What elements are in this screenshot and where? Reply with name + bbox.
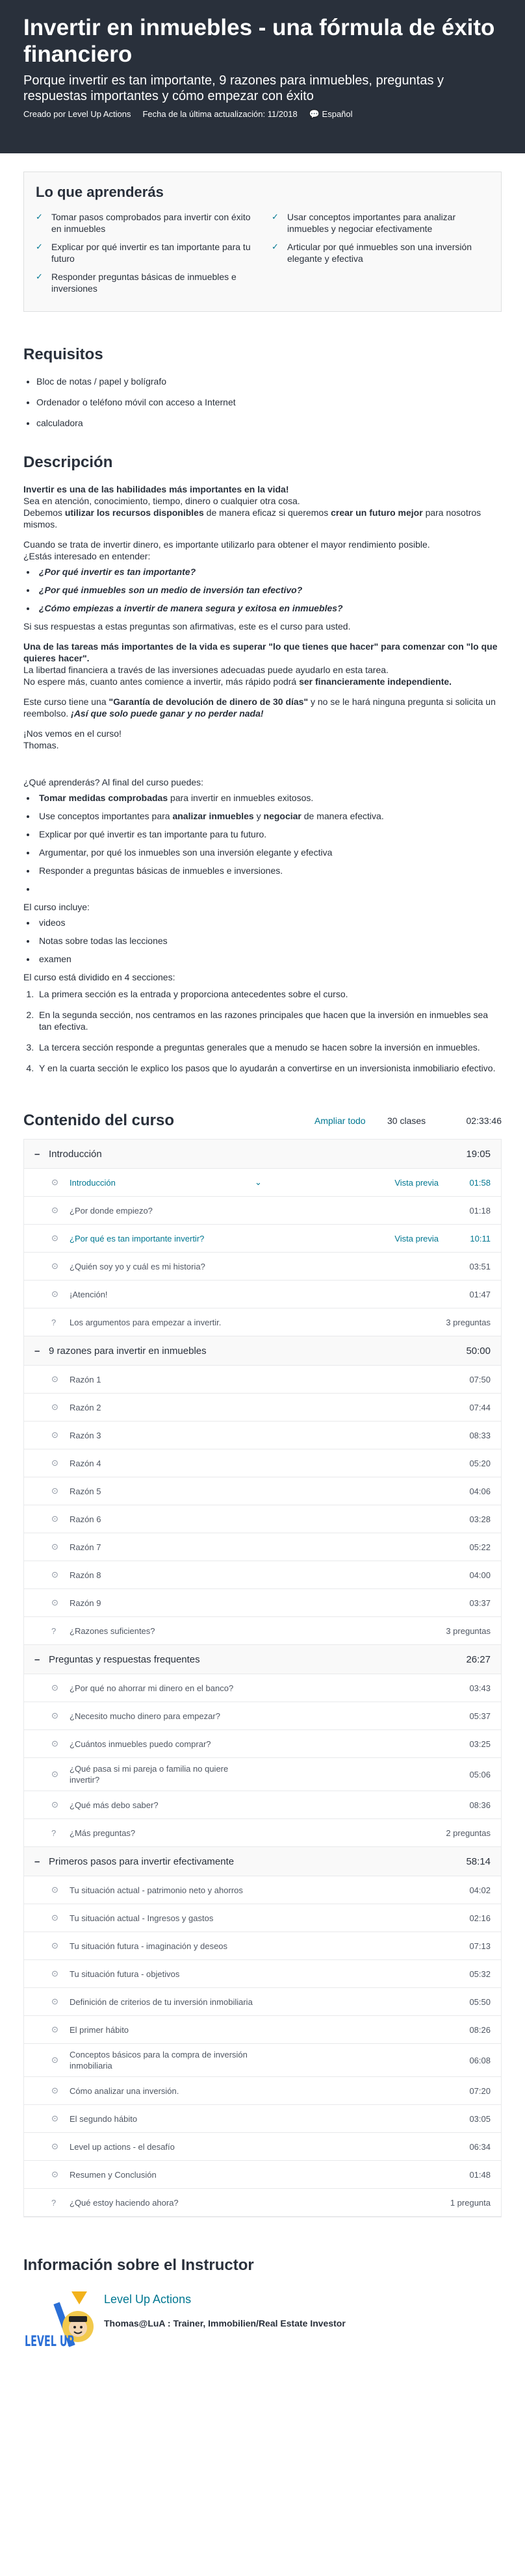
play-circle-icon: ⊙ — [51, 1739, 58, 1748]
desc-bullet: • Tomar medidas comprobadas para invertir en inmuebles exitosos. — [36, 792, 502, 804]
lecture-row — [24, 1960, 501, 1988]
lecture-title: Tu situación actual - Ingresos y gastos — [70, 1913, 214, 1923]
play-circle-icon: ⊙ — [51, 1598, 58, 1607]
desc-paragraph: Sea en atención, conocimiento, tiempo, dinero o cualquier otra cosa. — [23, 496, 300, 506]
lecture-row — [24, 1702, 501, 1730]
play-circle-icon: ⊙ — [51, 2024, 58, 2034]
play-circle-icon: ⊙ — [51, 1996, 58, 2006]
lecture-row — [24, 1449, 501, 1477]
lecture-row — [24, 2161, 501, 2189]
play-circle-icon: ⊙ — [51, 1233, 58, 1243]
created-by: Creado por Level Up Actions — [23, 109, 131, 119]
lecture-row — [24, 1477, 501, 1505]
collapse-toggle-icon: – — [34, 1855, 40, 1867]
lecture-title[interactable]: ¿Por qué es tan importante invertir? — [70, 1233, 205, 1243]
section-name: Preguntas y respuestas frequentes — [49, 1653, 200, 1665]
course-hero — [0, 0, 525, 153]
course-subtitle: Porque invertir es tan importante, 9 razones para inmuebles, preguntas y respuestas importantes y cómo empezar con éxito — [23, 73, 444, 103]
play-circle-icon: ⊙ — [51, 1570, 58, 1579]
lecture-row[interactable] — [24, 1169, 501, 1197]
quiz-row — [24, 2189, 501, 2217]
lecture-duration: 06:34 — [469, 2141, 491, 2152]
desc-paragraph: La libertad financiera a través de las inversiones adecuadas puede ayudarlo en esta tarea. — [23, 665, 389, 675]
lecture-row — [24, 2133, 501, 2161]
lecture-duration: 07:44 — [469, 1402, 491, 1412]
section-duration: 19:05 — [466, 1148, 491, 1160]
desc-bullet: • ¿Por qué inmuebles son un medio de inversión tan efectivo? — [36, 584, 502, 596]
lecture-title: ¿Cuántos inmuebles puedo comprar? — [70, 1739, 211, 1749]
lecture-duration: 01:48 — [469, 2169, 491, 2180]
lecture-title: Razón 4 — [70, 1458, 101, 1468]
play-circle-icon: ⊙ — [51, 1769, 58, 1779]
check-icon: ✓ — [36, 272, 43, 281]
lecture-row — [24, 1988, 501, 2016]
lecture-row — [24, 1505, 501, 1533]
quiz-row — [24, 1617, 501, 1645]
lecture-duration: 05:20 — [469, 1458, 491, 1468]
lecture-title: ¿Quién soy yo y cuál es mi historia? — [70, 1261, 205, 1271]
lecture-title: Tu situación actual - patrimonio neto y ahorros — [70, 1885, 243, 1895]
instructor-name[interactable]: Level Up Actions — [104, 2293, 192, 2306]
lecture-duration: 03:05 — [469, 2113, 491, 2124]
desc-bullet-empty — [36, 883, 502, 895]
curriculum-section-header[interactable] — [24, 1336, 501, 1366]
quiz-icon: ? — [51, 1317, 57, 1327]
desc-paragraph: Cuando se trata de invertir dinero, es importante utilizarlo para obtener el mayor rendimiento posible. — [23, 539, 430, 550]
curriculum-list — [23, 1139, 502, 2217]
lecture-title: ¿Por qué no ahorrar mi dinero en el banco? — [70, 1683, 234, 1693]
quiz-icon: ? — [51, 1626, 57, 1636]
lecture-title: ¿Qué pasa si mi pareja o familia no quiere invertir? — [70, 1764, 229, 1785]
desc-bullet: • Argumentar, por qué los inmuebles son una inversión elegante y efectiva — [36, 847, 502, 858]
lecture-duration: 04:06 — [469, 1486, 491, 1496]
requirements — [23, 346, 502, 429]
lecture-duration: 03:28 — [469, 1514, 491, 1524]
quiz-row — [24, 1819, 501, 1847]
play-circle-icon: ⊙ — [51, 1711, 58, 1720]
learn-item-text: Articular por qué inmuebles son una inversión elegante y efectiva — [287, 242, 472, 264]
lecture-duration: 07:50 — [469, 1374, 491, 1384]
learn-title: Lo que aprenderás — [36, 184, 164, 200]
lecture-duration: 08:36 — [469, 1800, 491, 1810]
lecture-title: ¿Qué estoy haciendo ahora? — [70, 2197, 179, 2208]
play-circle-icon: ⊙ — [51, 1514, 58, 1524]
learn-item-text: Responder preguntas básicas de inmuebles e inversiones — [51, 272, 237, 294]
lecture-duration: 05:06 — [469, 1769, 491, 1779]
lecture-title: Razón 3 — [70, 1430, 101, 1440]
preview-link[interactable]: Vista previa — [394, 1177, 439, 1188]
course-body — [0, 172, 525, 2368]
lecture-title: ¡Atención! — [70, 1289, 108, 1299]
lecture-row — [24, 1253, 501, 1281]
lecture-row — [24, 2077, 501, 2105]
desc-paragraph: Si sus respuestas a estas preguntas son afirmativas, este es el curso para usted. — [23, 621, 351, 631]
lecture-row — [24, 1533, 501, 1561]
lecture-row — [24, 2044, 501, 2077]
level-up-logo-icon — [23, 2290, 95, 2355]
expand-all-button[interactable]: Ampliar todo — [314, 1116, 366, 1126]
play-circle-icon: ⊙ — [51, 1683, 58, 1692]
preview-link[interactable]: Vista previa — [394, 1233, 439, 1243]
lecture-row — [24, 1394, 501, 1422]
lecture-title: ¿Razones suficientes? — [70, 1626, 155, 1636]
curriculum-section-header[interactable] — [24, 1140, 501, 1169]
learn-item-text: Explicar por qué invertir es tan importante para tu futuro — [51, 242, 251, 264]
curriculum-section-header[interactable] — [24, 1645, 501, 1674]
quiz-icon: ? — [51, 2197, 57, 2208]
desc-paragraph: Invertir es una de las habilidades más importantes en la vida! — [23, 484, 289, 494]
section-duration: 58:14 — [466, 1855, 491, 1867]
play-circle-icon: ⊙ — [51, 2085, 58, 2095]
lecture-duration: 10:11 — [470, 1233, 491, 1243]
lecture-title: ¿Qué más debo saber? — [70, 1800, 159, 1810]
lecture-title: Razón 6 — [70, 1514, 101, 1524]
lecture-row — [24, 1791, 501, 1819]
play-circle-icon: ⊙ — [51, 1458, 58, 1468]
lecture-duration: 07:20 — [469, 2085, 491, 2096]
lecture-duration: 04:02 — [469, 1885, 491, 1895]
quiz-icon: ? — [51, 1828, 57, 1838]
lecture-title: Razón 9 — [70, 1598, 101, 1608]
lecture-row — [24, 1876, 501, 1904]
lecture-title: Razón 1 — [70, 1374, 101, 1384]
lecture-duration: 3 preguntas — [446, 1317, 491, 1327]
requirements-title: Requisitos — [23, 346, 103, 363]
learn-item-text: Usar conceptos importantes para analizar inmuebles y negociar efectivamente — [287, 212, 456, 234]
section-name: Introducción — [49, 1148, 102, 1160]
play-circle-icon: ⊙ — [51, 1261, 58, 1271]
desc-numbered-item: 2. En la segunda sección, nos centramos en las razones principales que hacen que la inversión en inmuebles sea tan efectiva. — [36, 1009, 502, 1032]
lecture-row — [24, 2016, 501, 2044]
lecture-row — [24, 1197, 501, 1225]
lecture-title: ¿Necesito mucho dinero para empezar? — [70, 1711, 220, 1721]
description — [23, 453, 502, 1074]
lecture-title: Conceptos básicos para la compra de inversión inmobiliaria — [70, 2050, 248, 2071]
lecture-title: Razón 7 — [70, 1542, 101, 1552]
description-title: Descripción — [23, 453, 113, 471]
play-circle-icon: ⊙ — [51, 1486, 58, 1496]
check-icon: ✓ — [36, 212, 43, 222]
lecture-row — [24, 1674, 501, 1702]
learn-item — [272, 211, 489, 235]
desc-paragraph: Este curso tiene una "Garantía de devolución de dinero de 30 días" y no se le hará ninguna pregunta si solicita un reembolso. ¡Así que solo puede ganar y no perder nada! — [23, 696, 496, 719]
language-label: Español — [322, 109, 353, 119]
lecture-duration: 02:16 — [469, 1913, 491, 1923]
speech-bubble-icon: 💬 — [309, 109, 320, 119]
lecture-title: El primer hábito — [70, 2024, 129, 2035]
learn-item — [36, 271, 253, 294]
lecture-duration: 07:13 — [469, 1941, 491, 1951]
course-meta — [23, 109, 502, 120]
lecture-row — [24, 1589, 501, 1617]
lecture-duration: 01:58 — [469, 1177, 491, 1188]
what-you-learn — [23, 172, 502, 312]
desc-paragraph: Thomas. — [23, 740, 59, 750]
desc-bullet: • ¿Por qué invertir es tan importante? — [36, 566, 502, 578]
lecture-title: Definición de criterios de tu inversión inmobiliaria — [70, 1996, 253, 2007]
check-icon: ✓ — [272, 212, 279, 222]
play-circle-icon: ⊙ — [51, 2055, 58, 2065]
section-name: Primeros pasos para invertir efectivamente — [49, 1855, 235, 1867]
desc-numbered-item: 4. Y en la cuarta sección le explico los pasos que lo ayudarán a convertirse en un inversionista inmobiliario efectivo. — [36, 1062, 502, 1074]
collapse-toggle-icon: – — [34, 1653, 40, 1665]
desc-paragraph: Una de las tareas más importantes de la vida es superar "lo que tienes que hacer" para comenzar con "lo que quieres hacer". — [23, 641, 498, 663]
desc-bullet: • Explicar por qué invertir es tan importante para tu futuro. — [36, 828, 502, 840]
lecture-title: ¿Por donde empiezo? — [70, 1205, 153, 1216]
lecture-row — [24, 1730, 501, 1758]
lecture-title: Resumen y Conclusión — [70, 2169, 157, 2180]
collapse-toggle-icon: – — [34, 1148, 40, 1160]
learn-item — [36, 211, 253, 235]
play-circle-icon: ⊙ — [51, 2169, 58, 2179]
curriculum-section-header[interactable] — [24, 1847, 501, 1876]
lecture-duration: 05:50 — [469, 1996, 491, 2007]
desc-paragraph: ¡Nos vemos en el curso! — [23, 728, 122, 739]
play-circle-icon: ⊙ — [51, 1402, 58, 1412]
play-circle-icon: ⊙ — [51, 2141, 58, 2151]
lecture-row — [24, 1561, 501, 1589]
total-duration: 02:33:46 — [466, 1116, 502, 1126]
play-circle-icon: ⊙ — [51, 1430, 58, 1440]
play-circle-icon: ⊙ — [51, 1205, 58, 1215]
lecture-duration: 05:37 — [469, 1711, 491, 1721]
lecture-duration: 08:33 — [469, 1430, 491, 1440]
instructor-title: Información sobre el Instructor — [23, 2256, 254, 2274]
lecture-title: Razón 8 — [70, 1570, 101, 1580]
desc-bullet: • Use conceptos importantes para analizar inmuebles y negociar de manera efectiva. — [36, 810, 502, 822]
language — [309, 109, 353, 120]
desc-bullet: • ¿Cómo empiezas a invertir de manera segura y exitosa en inmuebles? — [36, 602, 502, 614]
chevron-down-icon[interactable]: ⌄ — [255, 1177, 262, 1187]
instructor-avatar[interactable] — [23, 2290, 104, 2355]
instructor-section — [23, 2256, 502, 2368]
lecture-title: Razón 5 — [70, 1486, 101, 1496]
check-icon: ✓ — [272, 242, 279, 251]
desc-numbered-item: 3. La tercera sección responde a preguntas generales que a menudo se hacen sobre la inversión en inmuebles. — [36, 1041, 502, 1053]
desc-paragraph: No espere más, cuanto antes comience a invertir, más rápido podrá ser financieramente independiente. — [23, 676, 452, 687]
desc-paragraph: ¿Estás interesado en entender: — [23, 551, 151, 561]
play-circle-icon: ⊙ — [51, 1913, 58, 1922]
content-title: Contenido del curso — [23, 1112, 175, 1129]
lecture-title: El segundo hábito — [70, 2113, 138, 2124]
quiz-row — [24, 1308, 501, 1336]
lecture-duration: 01:47 — [469, 1289, 491, 1299]
play-circle-icon: ⊙ — [51, 1800, 58, 1809]
lecture-duration: 2 preguntas — [446, 1828, 491, 1838]
learn-item-text: Tomar pasos comprobados para invertir con éxito en inmuebles — [51, 212, 251, 234]
collapse-toggle-icon: – — [34, 1345, 40, 1357]
lecture-row — [24, 2105, 501, 2133]
lecture-duration: 01:18 — [469, 1205, 491, 1216]
requirement-item: • calculadora — [36, 417, 502, 429]
lecture-duration: 03:51 — [469, 1261, 491, 1271]
lecture-duration: 08:26 — [469, 2024, 491, 2035]
play-circle-icon: ⊙ — [51, 1542, 58, 1551]
section-name: 9 razones para invertir en inmuebles — [49, 1345, 207, 1357]
desc-paragraph: El curso incluye: — [23, 902, 90, 912]
play-circle-icon: ⊙ — [51, 1969, 58, 1978]
lecture-duration: 05:22 — [469, 1542, 491, 1552]
lecture-row — [24, 1904, 501, 1932]
learn-item — [272, 241, 489, 264]
lecture-row — [24, 1758, 501, 1791]
lecture-title: Tu situación futura - objetivos — [70, 1969, 180, 1979]
play-circle-icon: ⊙ — [51, 1374, 58, 1384]
learn-item — [36, 241, 253, 264]
play-circle-icon: ⊙ — [51, 1941, 58, 1950]
lecture-duration: 03:37 — [469, 1598, 491, 1608]
desc-bullet: • videos — [36, 917, 502, 928]
section-duration: 26:27 — [466, 1653, 491, 1665]
lecture-duration: 05:32 — [469, 1969, 491, 1979]
requirement-item: • Bloc de notas / papel y bolígrafo — [36, 376, 502, 387]
lecture-title: Cómo analizar una inversión. — [70, 2085, 179, 2096]
lecture-duration: 3 preguntas — [446, 1626, 491, 1636]
lecture-duration: 03:43 — [469, 1683, 491, 1693]
lecture-duration: 04:00 — [469, 1570, 491, 1580]
lecture-title: Level up actions - el desafío — [70, 2141, 175, 2152]
lecture-title: ¿Más preguntas? — [70, 1828, 136, 1838]
play-circle-icon: ⊙ — [51, 1177, 58, 1187]
lecture-row — [24, 1422, 501, 1449]
lecture-row — [24, 1932, 501, 1960]
logo-text: LEVEL UP — [25, 2334, 74, 2350]
lecture-duration: 06:08 — [469, 2055, 491, 2065]
lecture-title: Los argumentos para empezar a invertir. — [70, 1317, 222, 1327]
desc-paragraph: El curso está dividido en 4 secciones: — [23, 972, 175, 982]
course-title: Invertir en inmuebles - una fórmula de éxito financiero — [23, 15, 495, 67]
instructor-headline: Thomas@LuA : Trainer, Immobilien/Real Estate Investor — [104, 2318, 346, 2328]
desc-bullet: • Notas sobre todas las lecciones — [36, 935, 502, 947]
lecture-duration: 1 pregunta — [450, 2197, 491, 2208]
lecture-title: Razón 2 — [70, 1402, 101, 1412]
lecture-title[interactable]: Introducción — [70, 1177, 116, 1188]
desc-bullet: • examen — [36, 953, 502, 965]
lecture-duration: 03:25 — [469, 1739, 491, 1749]
check-icon: ✓ — [36, 242, 43, 251]
lecture-title: Tu situación futura - imaginación y deseos — [70, 1941, 228, 1951]
play-circle-icon: ⊙ — [51, 2113, 58, 2123]
lecture-row — [24, 1281, 501, 1308]
desc-paragraph: Debemos utilizar los recursos disponibles de manera eficaz si queremos crear un futuro mejor para nosotros mismos. — [23, 507, 481, 529]
course-content — [23, 1112, 502, 2217]
lecture-count: 30 clases — [387, 1116, 426, 1126]
desc-bullet: • Responder a preguntas básicas de inmuebles e inversiones. — [36, 865, 502, 876]
lecture-row[interactable] — [24, 1225, 501, 1253]
desc-paragraph: ¿Qué aprenderás? Al final del curso puedes: — [23, 777, 204, 787]
last-updated: Fecha de la última actualización: 11/2018 — [142, 109, 298, 119]
play-circle-icon: ⊙ — [51, 1885, 58, 1894]
lecture-row — [24, 1366, 501, 1394]
requirement-item: • Ordenador o teléfono móvil con acceso a Internet — [36, 396, 502, 408]
desc-numbered-item: 1. La primera sección es la entrada y proporciona antecedentes sobre el curso. — [36, 988, 502, 1000]
section-duration: 50:00 — [466, 1345, 491, 1357]
play-circle-icon: ⊙ — [51, 1289, 58, 1299]
